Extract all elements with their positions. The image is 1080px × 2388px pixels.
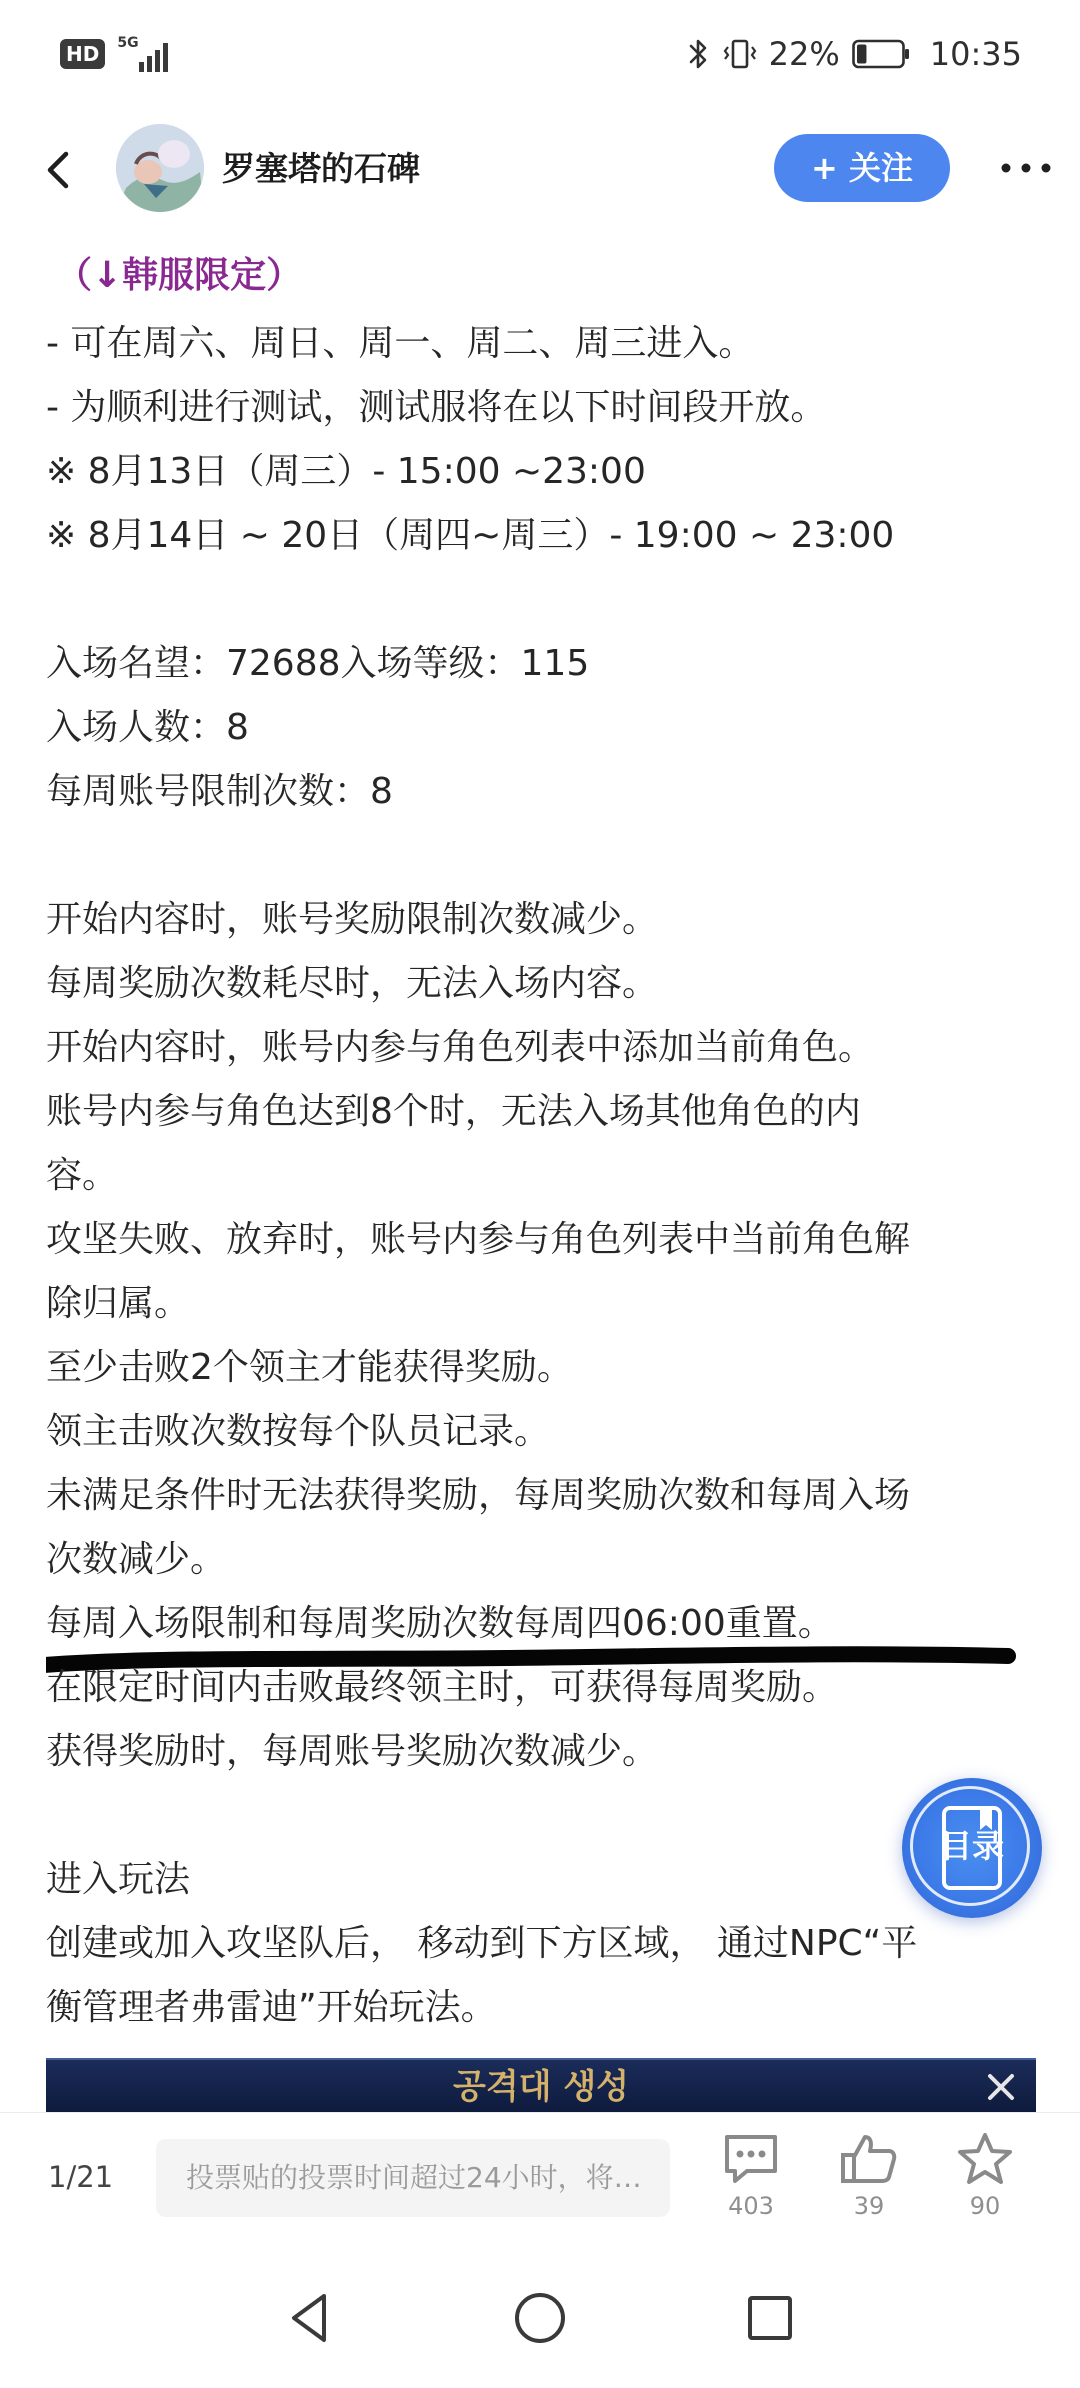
- network-type-label: 5G: [117, 35, 139, 51]
- favorite-button[interactable]: [940, 2131, 1030, 2241]
- post-header: [0, 110, 1080, 230]
- content-line: 入场名望：72688入场等级：115: [46, 643, 590, 684]
- content-line: 攻坚失败、放弃时，账号内参与角色列表中当前角色解: [46, 1219, 911, 1260]
- content-line: - 为顺利进行测试，测试服将在以下时间段开放。: [46, 387, 827, 428]
- bluetooth-icon: [687, 36, 711, 72]
- content-line: 次数减少。: [46, 1539, 227, 1580]
- content-line: 账号内参与角色达到8个时，无法入场其他角色的内: [46, 1091, 861, 1132]
- content-line: 领主击败次数按每个队员记录。: [46, 1411, 551, 1452]
- system-nav-bar: [0, 2248, 1080, 2388]
- signal-indicator: [117, 36, 173, 72]
- status-right-group: [687, 32, 1022, 76]
- nav-home-circle-icon[interactable]: [508, 2286, 572, 2350]
- content-line: ※ 8月14日 ~ 20日（周四~周三）- 19:00 ~ 23:00: [46, 515, 895, 556]
- comment-input[interactable]: [156, 2139, 670, 2217]
- vibrate-icon: [723, 36, 757, 72]
- page-indicator[interactable]: 1/21: [48, 2160, 114, 2194]
- content-line: 创建或加入攻坚队后， 移动到下方区域， 通过NPC“平: [46, 1923, 918, 1964]
- battery-fill: [857, 45, 866, 64]
- content-line: - 可在周六、周日、周一、周二、周三进入。: [46, 323, 755, 364]
- bottom-action-bar: [0, 2112, 1080, 2249]
- content-line: 在限定时间内击败最终领主时，可获得每周奖励。: [46, 1667, 839, 1708]
- comment-placeholder: 投票贴的投票时间超过24小时，将…: [186, 2161, 642, 2194]
- region-heading: （↓韩服限定）: [56, 255, 303, 296]
- thumbs-up-icon: [839, 2131, 899, 2187]
- comments-count: 403: [728, 2192, 774, 2220]
- battery-percent: 22%: [768, 35, 840, 73]
- like-button[interactable]: [824, 2131, 914, 2241]
- author-avatar[interactable]: [116, 124, 204, 212]
- star-icon: [955, 2131, 1015, 2187]
- section-title: 进入玩法: [46, 1859, 191, 1900]
- clock: 10:35: [929, 35, 1022, 73]
- nav-back-triangle-icon[interactable]: [278, 2286, 342, 2350]
- content-line: 开始内容时，账号奖励限制次数减少。: [46, 899, 659, 940]
- banner-title: 공격대 생성: [452, 2067, 630, 2107]
- post-content: [46, 230, 1036, 2110]
- content-line: 每周账号限制次数：8: [46, 771, 393, 812]
- content-line: 获得奖励时，每周账号奖励次数减少。: [46, 1731, 659, 1772]
- toc-button[interactable]: [902, 1778, 1042, 1918]
- content-line: ※ 8月13日（周三）- 15:00 ~23:00: [46, 451, 646, 492]
- avatar-illustration: [116, 124, 204, 212]
- content-line: 开始内容时，账号内参与角色列表中添加当前角色。: [46, 1027, 875, 1068]
- hd-badge: HD: [60, 39, 105, 69]
- status-bar: [0, 0, 1080, 110]
- comment-bubble-icon: [721, 2131, 781, 2187]
- embedded-game-image[interactable]: [46, 2058, 1036, 2114]
- content-line: 衡管理者弗雷迪”开始玩法。: [46, 1987, 497, 2028]
- content-line: 容。: [46, 1155, 119, 1196]
- toc-label: 目录: [939, 1827, 1004, 1865]
- content-line: 至少击败2个领主才能获得奖励。: [46, 1347, 573, 1388]
- comments-button[interactable]: [706, 2131, 796, 2241]
- content-line: 除归属。: [46, 1283, 191, 1324]
- status-left-group: [60, 36, 173, 72]
- content-line: 入场人数：8: [46, 707, 249, 748]
- nav-recents-square-icon[interactable]: [738, 2286, 802, 2350]
- content-line: 每周奖励次数耗尽时，无法入场内容。: [46, 963, 659, 1004]
- battery-icon: [852, 39, 910, 69]
- follow-button[interactable]: + 关注: [774, 134, 950, 202]
- favorites-count: 90: [969, 2192, 1001, 2220]
- author-name[interactable]: 罗塞塔的石碑: [222, 149, 420, 188]
- back-arrow-icon[interactable]: [28, 140, 88, 200]
- close-icon: [984, 2070, 1018, 2104]
- content-line: 未满足条件时无法获得奖励，每周奖励次数和每周入场: [46, 1475, 911, 1516]
- content-line-underlined: 每周入场限制和每周奖励次数每周四06:00重置。: [46, 1603, 834, 1644]
- likes-count: 39: [853, 2192, 885, 2220]
- more-dots-icon[interactable]: [994, 148, 1058, 188]
- signal-bars-icon: [137, 42, 173, 72]
